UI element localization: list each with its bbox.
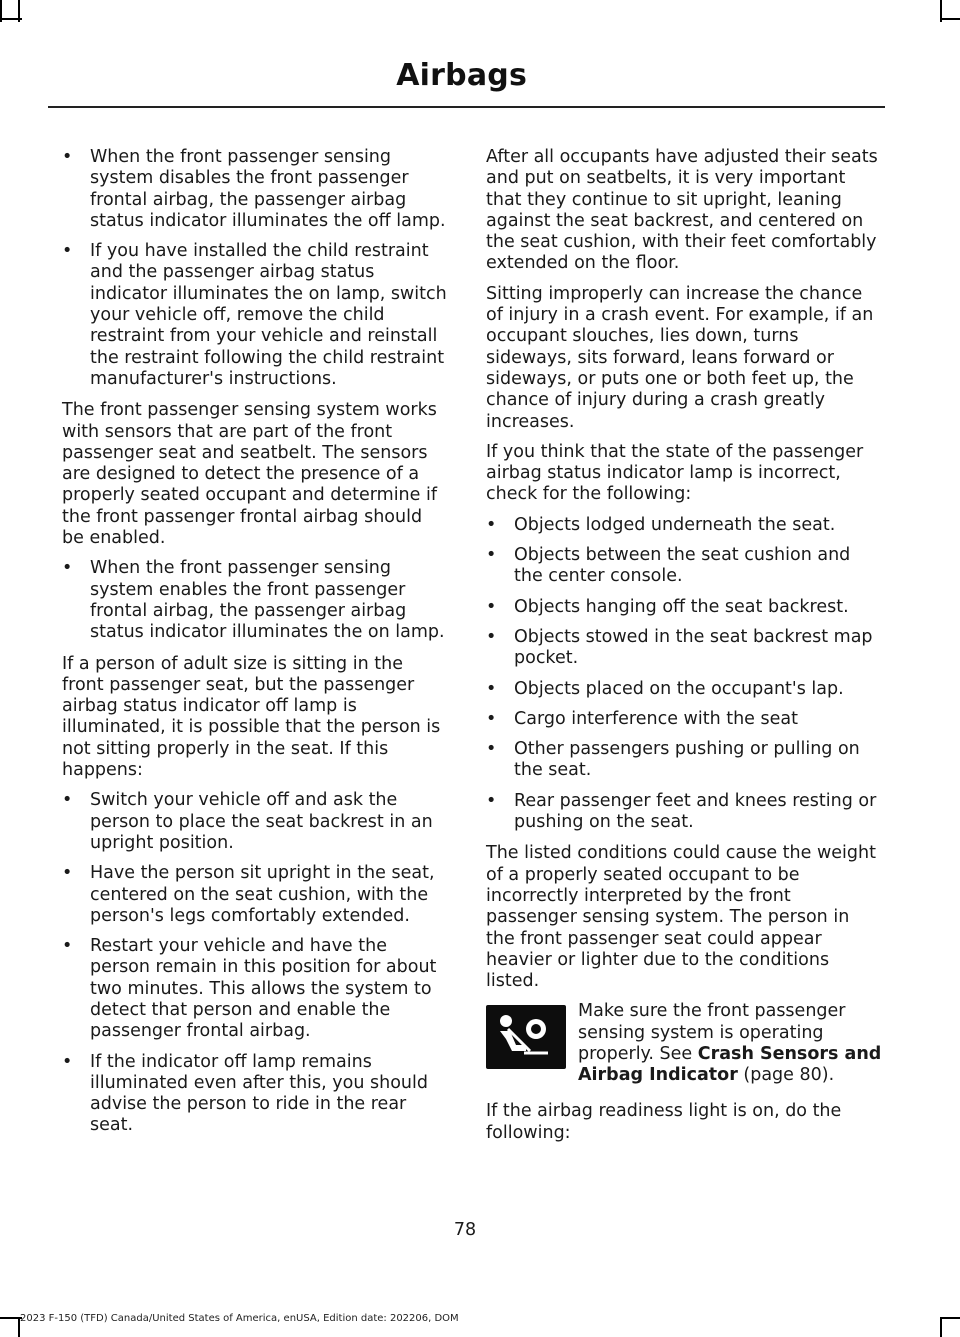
list-item: • If the indicator off lamp remains illuminated even after this, you should advise the person to ride in the rear seat. — [62, 1052, 448, 1137]
crop-mark — [0, 18, 22, 20]
paragraph: The listed conditions could cause the weight of a properly seated occupant to be incorrectly interpreted by the front passenger sensing system. The person in the front passenger seat could appear heavier or lighter due to the conditions listed. — [486, 843, 876, 992]
crop-mark — [940, 1317, 942, 1337]
crash-sensors-link[interactable]: Crash Sensors and Airbag Indicator — [578, 1043, 882, 1086]
paragraph: Sitting improperly can increase the chance of injury in a crash event. For example, if an occupant slouches, lies down, turns sideways, sits forward, leans forward or sideways, or puts one or both feet up, the chance of injury during a crash greatly increases. — [486, 283, 874, 432]
bullet-list — [486, 515, 882, 834]
list-item: • Switch your vehicle off and ask the person to place the seat backrest in an upright position. — [62, 790, 448, 854]
list-item: • If you have installed the child restraint and the passenger airbag status indicator illuminates the on lamp, switch your vehicle off, remove the child restraint from your vehicle and reinstall the restraint following the child restraint manufacturer's instructions. — [62, 241, 448, 390]
list-item: • Cargo interference with the seat — [486, 709, 882, 730]
paragraph: The front passenger sensing system works with sensors that are part of the front passenger seat and seatbelt. The sensors are designed to detect the presence of a properly seated occupant and determine if the front passenger frontal airbag should be enabled. — [62, 400, 438, 549]
bullet-list — [62, 558, 448, 643]
list-item: • Objects stowed in the seat backrest map pocket. — [486, 627, 882, 670]
paragraph: After all occupants have adjusted their seats and put on seatbelts, it is very important that they continue to sit upright, leaning against the seat backrest, and centered on the seat cushion, with their feet comfortably extended on the floor. — [486, 147, 878, 274]
list-item: • Rear passenger feet and knees resting or pushing on the seat. — [486, 791, 882, 834]
left-column — [62, 147, 448, 1147]
list-item: • Objects lodged underneath the seat. — [486, 515, 882, 536]
header-divider — [48, 106, 885, 108]
page-title: Airbags — [396, 58, 527, 93]
airbag-note — [486, 1001, 882, 1087]
list-item: • When the front passenger sensing system disables the front passenger frontal airbag, the passenger airbag status indicator illuminates the off lamp. — [62, 147, 448, 232]
note-page-ref: (page 80). — [737, 1065, 835, 1086]
list-item: • Objects between the seat cushion and the center console. — [486, 545, 882, 588]
list-item: • Restart your vehicle and have the person remain in this position for about two minutes. This allows the system to detect that person and enable the passenger frontal airbag. — [62, 936, 448, 1042]
paragraph: If a person of adult size is sitting in the front passenger seat, but the passenger airbag status indicator off lamp is illuminated, it is possible that the person is not sitting properly in the seat. If this happens: — [62, 653, 441, 781]
airbag-warning-icon — [486, 1005, 566, 1069]
bullet-list — [62, 790, 448, 1136]
list-item: • When the front passenger sensing system enables the front passenger frontal airbag, the passenger airbag status indicator illuminates the on lamp. — [62, 558, 448, 643]
right-column — [486, 147, 882, 1153]
list-item: • Objects placed on the occupant's lap. — [486, 679, 882, 700]
bullet-list — [62, 147, 448, 390]
footer-text: 2023 F-150 (TFD) Canada/United States of America, enUSA, Edition date: 202206, DOM — [20, 1313, 459, 1324]
list-item: • Objects hanging off the seat backrest. — [486, 597, 882, 618]
note-text: Make sure the front passenger sensing system is operating properly. See — [578, 1001, 846, 1064]
list-item: • Have the person sit upright in the seat, centered on the seat cushion, with the person's legs comfortably extended. — [62, 863, 448, 927]
crop-mark — [940, 1317, 960, 1319]
page-number: 78 — [453, 1220, 477, 1240]
paragraph: If the airbag readiness light is on, do the following: — [486, 1101, 842, 1143]
paragraph: If you think that the state of the passenger airbag status indicator lamp is incorrect, check for the following: — [486, 441, 864, 505]
list-item: • Other passengers pushing or pulling on the seat. — [486, 739, 882, 782]
crop-mark — [940, 18, 960, 20]
